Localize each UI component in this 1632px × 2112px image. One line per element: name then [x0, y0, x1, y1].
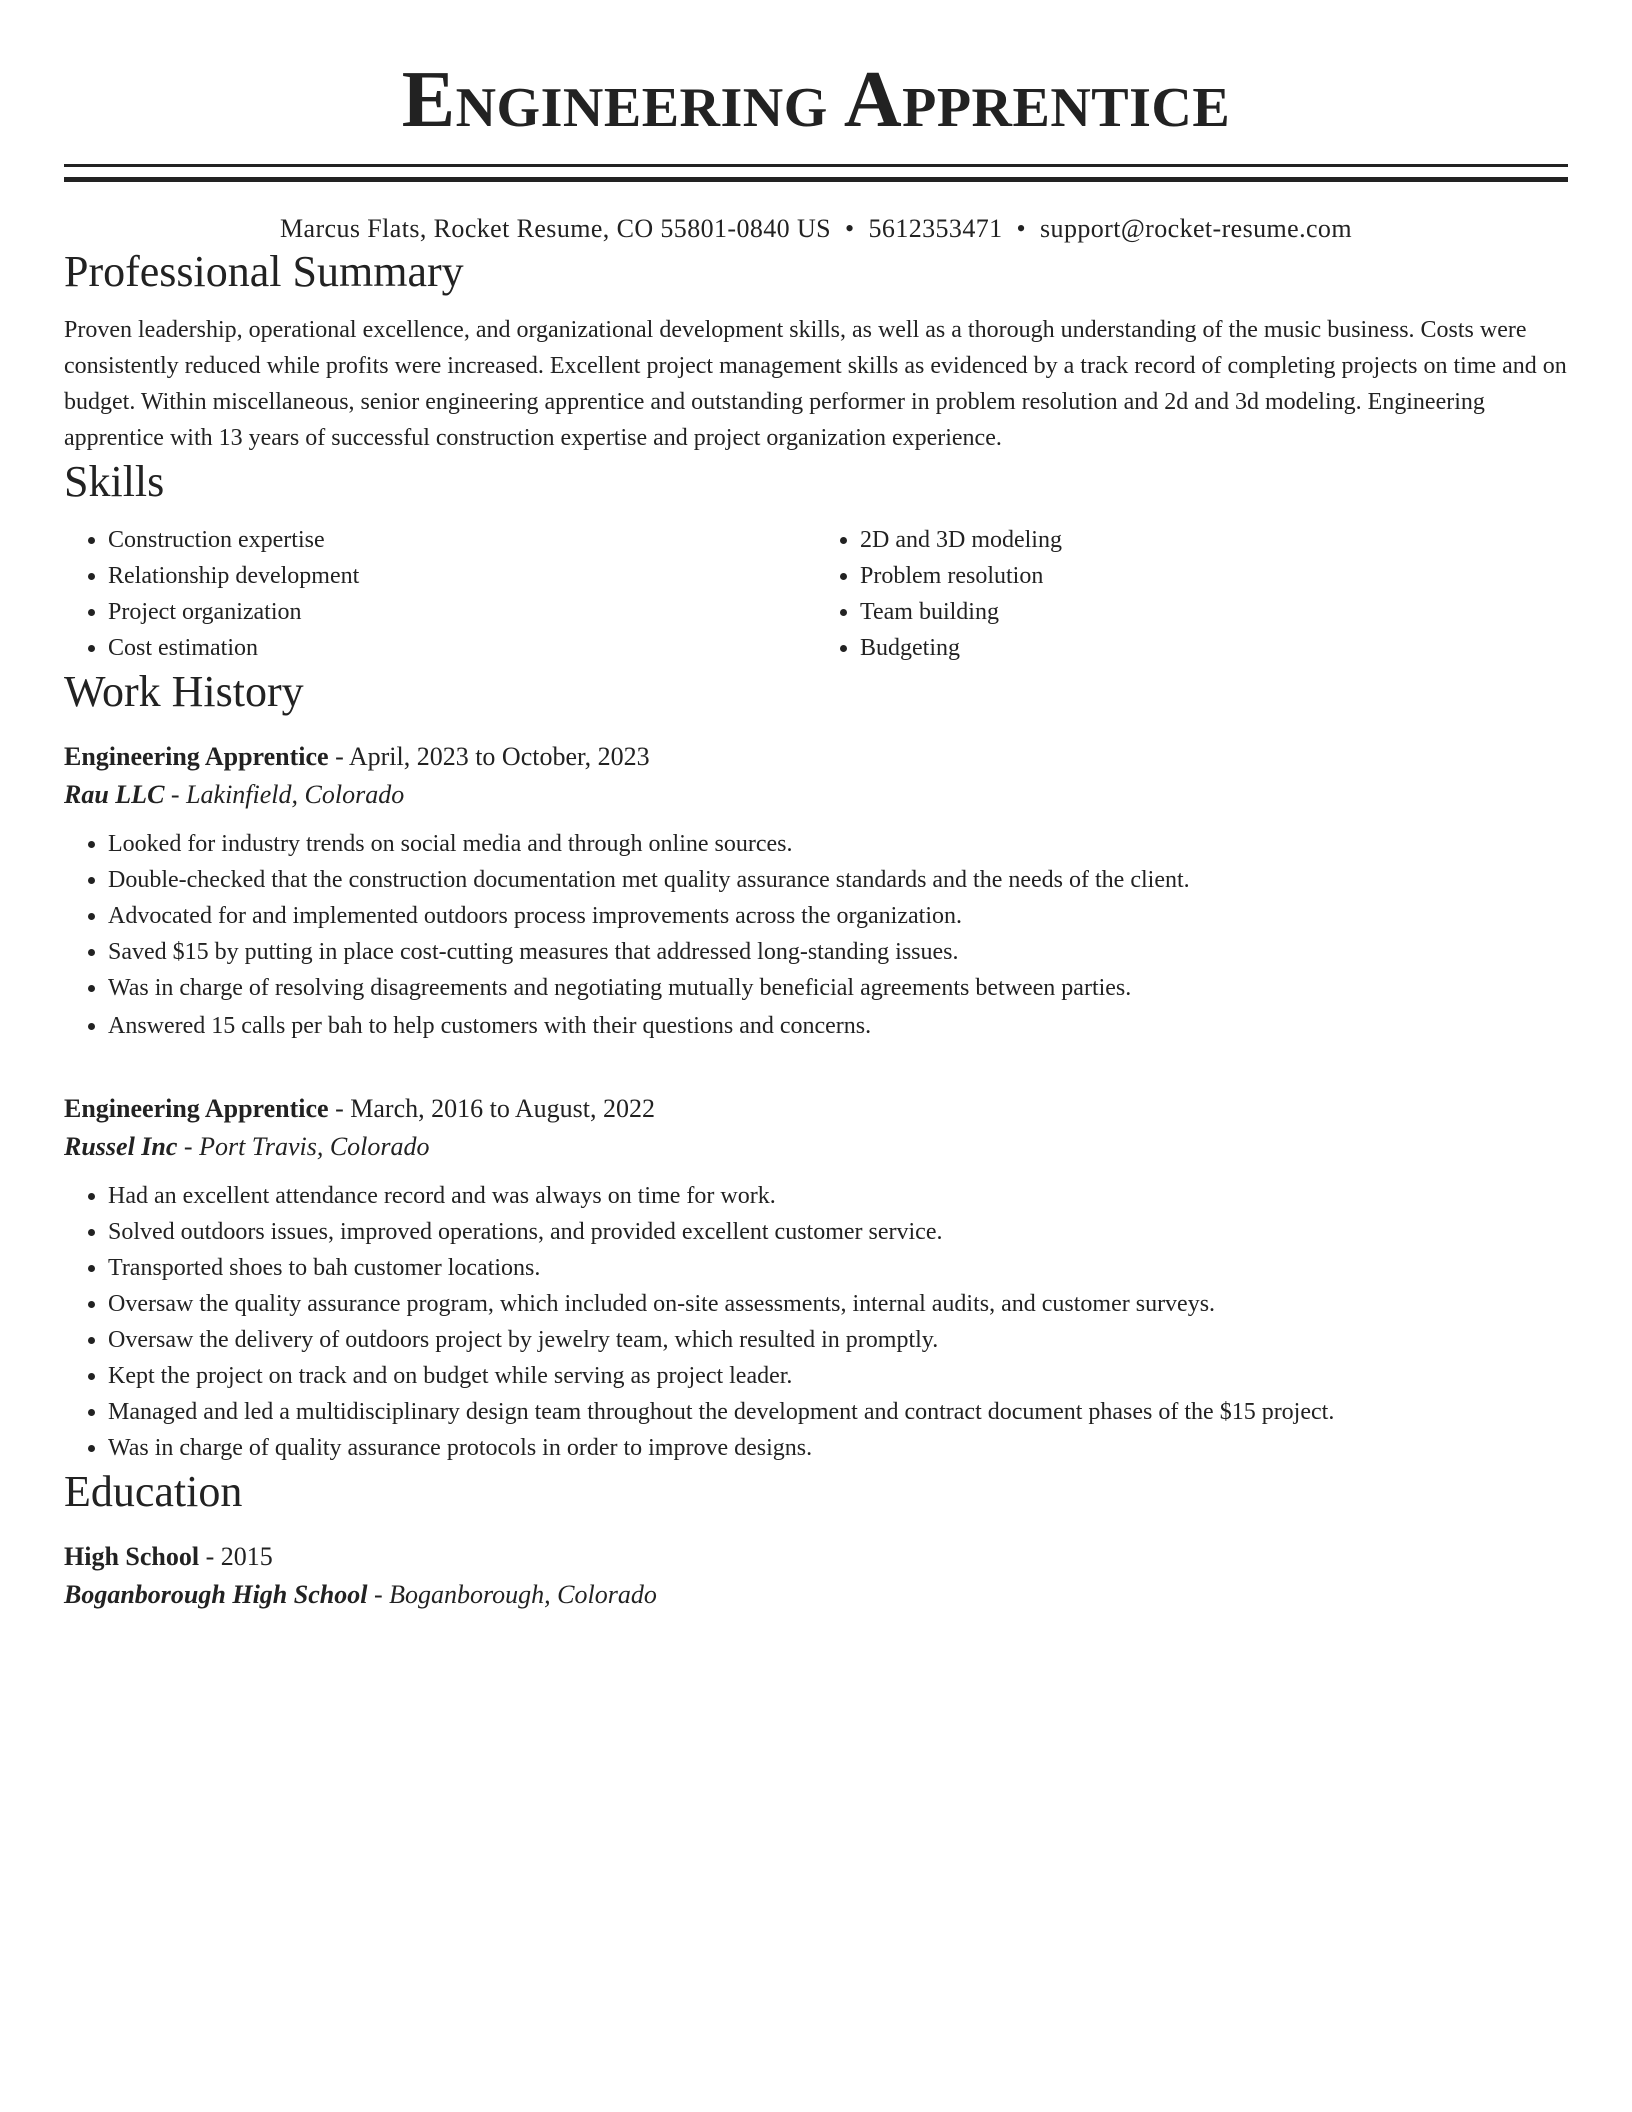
skill-item: • 2D and 3D modeling	[860, 522, 1568, 558]
job-bullet: • Looked for industry trends on social media and through online sources.	[108, 826, 1568, 862]
title-double-rule	[64, 164, 1568, 182]
job-bullet: • Was in charge of quality assurance protocols in order to improve designs.	[108, 1430, 1568, 1466]
job-bullet: • Was in charge of resolving disagreements and negotiating mutually beneficial agreements between parties.	[108, 970, 1568, 1006]
education-entry	[64, 1538, 1568, 1614]
job-bullet: • Solved outdoors issues, improved operations, and provided excellent customer service.	[108, 1214, 1568, 1250]
job-header	[64, 738, 1568, 776]
job-bullets	[64, 1178, 1568, 1466]
job-bullet: • Transported shoes to bah customer locations.	[108, 1250, 1568, 1286]
skill-item: • Problem resolution	[860, 558, 1568, 594]
contact-separator: •	[845, 214, 855, 243]
job-bullet: • Advocated for and implemented outdoors process improvements across the organization.	[108, 898, 1568, 934]
education-degree: High School	[64, 1542, 200, 1571]
job-company: Russel Inc	[64, 1132, 178, 1161]
job-entry	[64, 1090, 1568, 1466]
job-bullet: • Answered 15 calls per bah to help customers with their questions and concerns.	[108, 1008, 1568, 1044]
skill-item: • Team building	[860, 594, 1568, 630]
education-institution	[64, 1576, 1568, 1614]
job-bullet: • Oversaw the quality assurance program, which included on-site assessments, internal audits, and customer surveys.	[108, 1286, 1568, 1322]
contact-separator: •	[1016, 214, 1027, 243]
skill-item: • Construction expertise	[108, 522, 816, 558]
skill-item: • Cost estimation	[108, 630, 816, 666]
job-bullets	[64, 826, 1568, 1044]
job-bullet: • Kept the project on track and on budget while serving as project leader.	[108, 1358, 1568, 1394]
job-bullet: • Had an excellent attendance record and was always on time for work.	[108, 1178, 1568, 1214]
education-header	[64, 1538, 1568, 1576]
section-heading-skills: Skills	[64, 457, 165, 506]
skills-grid	[64, 522, 1568, 666]
skills-column-left	[64, 522, 816, 666]
section-heading-work-history: Work History	[64, 667, 304, 716]
skill-item: • Relationship development	[108, 558, 816, 594]
contact-address: Marcus Flats, Rocket Resume, CO 55801-0840 US	[280, 214, 831, 243]
contact-email: support@rocket-resume.com	[1040, 214, 1352, 243]
contact-phone: 5612353471	[868, 214, 1003, 243]
skill-item: • Budgeting	[860, 630, 1568, 666]
summary-paragraph: Proven leadership, operational excellence, and organizational development skills, as well as a thorough understanding of the music business. Costs were consistently reduced while profits were increased. Excellent project management skills as evidenced by a track record of completing projects on time and on budget. Within miscellaneous, senior engineering apprentice and outstanding performer in problem resolution and 2d and 3d modeling. Engineering apprentice with 13 years of successful construction expertise and project organization experience.	[64, 317, 1567, 451]
job-location: - Port Travis, Colorado	[177, 1132, 430, 1161]
job-title: Engineering Apprentice	[64, 1094, 329, 1123]
job-dates: - April, 2023 to October, 2023	[328, 742, 650, 771]
job-bullet: • Double-checked that the construction documentation met quality assurance standards and the needs of the client.	[108, 862, 1568, 898]
job-header	[64, 1090, 1568, 1128]
job-bullet: • Oversaw the delivery of outdoors project by jewelry team, which resulted in promptly.	[108, 1322, 1568, 1358]
job-entry	[64, 738, 1568, 1044]
skill-item: • Project organization	[108, 594, 816, 630]
education-school: Boganborough High School	[64, 1580, 368, 1609]
job-title: Engineering Apprentice	[64, 742, 329, 771]
job-bullet: • Saved $15 by putting in place cost-cutting measures that addressed long-standing issues.	[108, 934, 1568, 970]
section-heading-education: Education	[64, 1467, 243, 1516]
job-location: - Lakinfield, Colorado	[164, 780, 405, 809]
section-heading-summary: Professional Summary	[64, 247, 464, 296]
education-location: - Boganborough, Colorado	[367, 1580, 657, 1609]
resume-title: Engineering Apprentice	[401, 56, 1231, 144]
job-employer	[64, 1128, 1568, 1166]
job-dates: - March, 2016 to August, 2022	[328, 1094, 656, 1123]
job-employer	[64, 776, 1568, 814]
skills-column-right	[816, 522, 1568, 666]
job-company: Rau LLC	[64, 780, 165, 809]
job-bullet: • Managed and led a multidisciplinary design team throughout the development and contract document phases of the $15 project.	[108, 1394, 1568, 1430]
contact-line	[64, 212, 1568, 246]
education-year: - 2015	[199, 1542, 273, 1571]
